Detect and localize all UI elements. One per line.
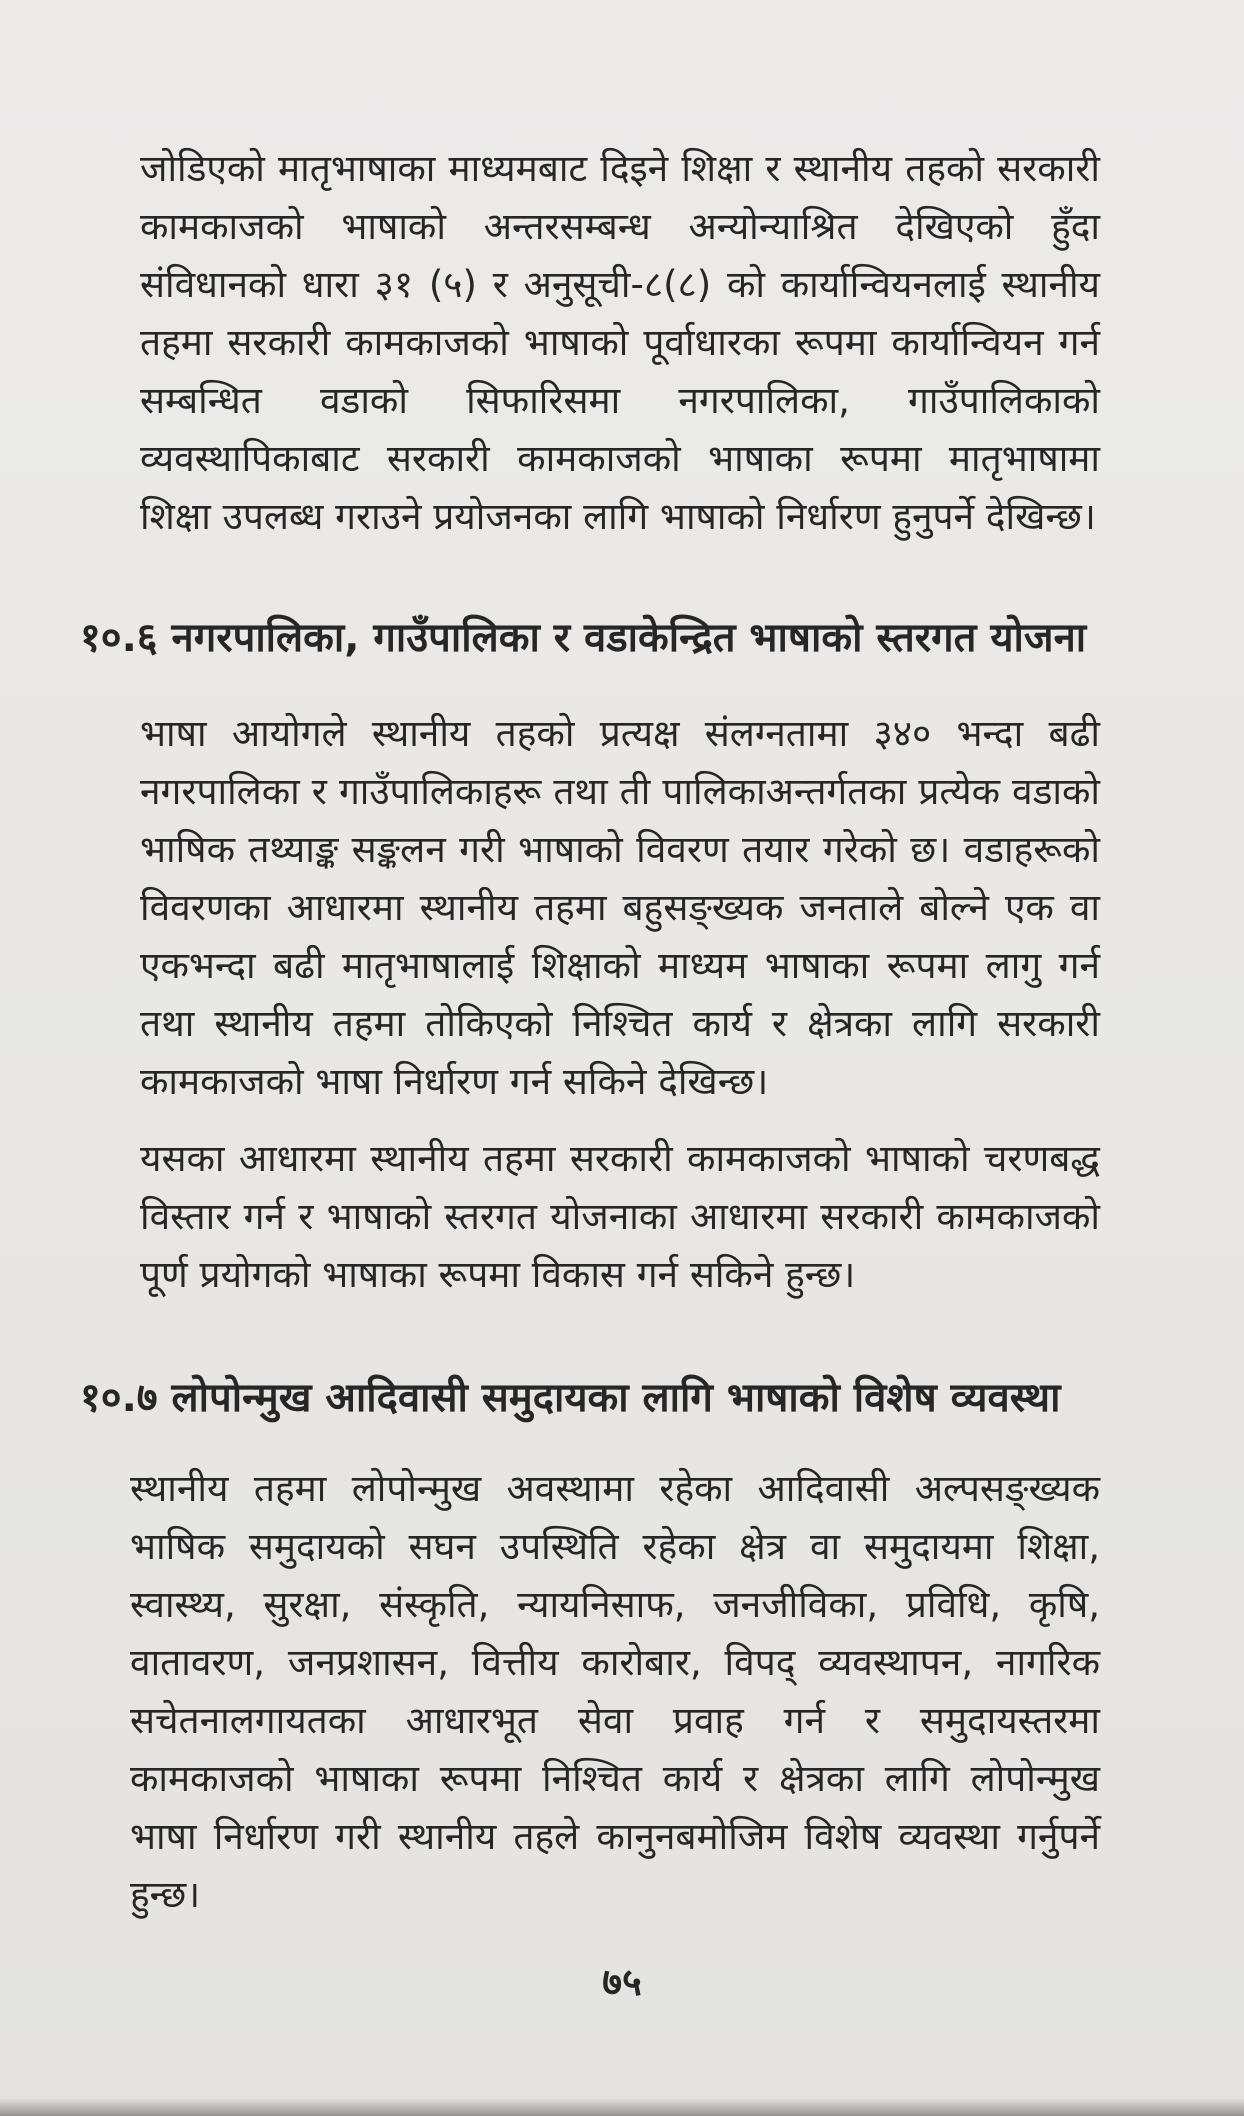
paragraph-intro: जोडिएको मातृभाषाका माध्यमबाट दिइने शिक्षा र स्थानीय तहको सरकारी कामकाजको भाषाको अन्तरसम्बन्ध अन्योन्याश्रित देखिएको हुँदा संविधानको धारा ३१ (५) र अनुसूची-८(८) को कार्यान्वियनलाई स्थानीय तहमा सरकारी कामकाजको भाषाको पूर्वाधारका रूपमा कार्यान्वियन गर्न सम्बन्धित वडाको सिफारिसमा नगरपालिका, गाउँपालिकाको व्यवस्थापिकाबाट सरकारी कामकाजको भाषाका रूपमा मातृभाषामा शिक्षा उपलब्ध गराउने प्रयोजनका लागि भाषाको निर्धारण हुनुपर्ने देखिन्छ। <box>140 147 1100 538</box>
paragraph-endangered-languages: स्थानीय तहमा लोपोन्मुख अवस्थामा रहेका आदिवासी अल्पसङ्ख्यक भाषिक समुदायको सघन उपस्थिति रहेका क्षेत्र वा समुदायमा शिक्षा, स्वास्थ्य, सुरक्षा, संस्कृति, न्यायनिसाफ, जनजीविका, प्रविधि, कृषि, वातावरण, जनप्रशासन, वित्तीय कारोबार, विपद् व्यवस्थापन, नागरिक सचेतनालगायतका आधारभूत सेवा प्रवाह गर्न र समुदायस्तरमा कामकाजको भाषाका रूपमा निश्चित कार्य र क्षेत्रका लागि लोपोन्मुख भाषा निर्धारण गरी स्थानीय तहले कानुनबमोजिम विशेष व्यवस्था गर्नुपर्ने हुन्छ। <box>130 1467 1100 1916</box>
page-bottom-shadow <box>0 2098 1244 2116</box>
page-number: ७५ <box>602 1960 642 2004</box>
section-heading-10-6: १०.६ नगरपालिका, गाउँपालिका र वडाकेन्द्रित भाषाको स्तरगत योजना <box>80 615 1087 661</box>
paragraph-phased-expansion: यसका आधारमा स्थानीय तहमा सरकारी कामकाजको भाषाको चरणबद्ध विस्तार गर्न र भाषाको स्तरगत योजनाका आधारमा सरकारी कामकाजको पूर्ण प्रयोगको भाषाका रूपमा विकास गर्न सकिने हुन्छ। <box>140 1137 1100 1296</box>
section-heading-10-7: १०.७ लोपोन्मुख आदिवासी समुदायका लागि भाषाको विशेष व्यवस्था <box>80 1375 1061 1421</box>
paragraph-language-commission: भाषा आयोगले स्थानीय तहको प्रत्यक्ष संलग्नतामा ३४० भन्दा बढी नगरपालिका र गाउँपालिकाहरू तथा ती पालिकाअन्तर्गतका प्रत्येक वडाको भाषिक तथ्याङ्क सङ्कलन गरी भाषाको विवरण तयार गरेको छ। वडाहरूको विवरणका आधारमा स्थानीय तहमा बहुसङ्ख्यक जनताले बोल्ने एक वा एकभन्दा बढी मातृभाषालाई शिक्षाको माध्यम भाषाका रूपमा लागु गर्न तथा स्थानीय तहमा तोकिएको निश्चित कार्य र क्षेत्रका लागि सरकारी कामकाजको भाषा निर्धारण गर्न सकिने देखिन्छ। <box>140 712 1100 1103</box>
